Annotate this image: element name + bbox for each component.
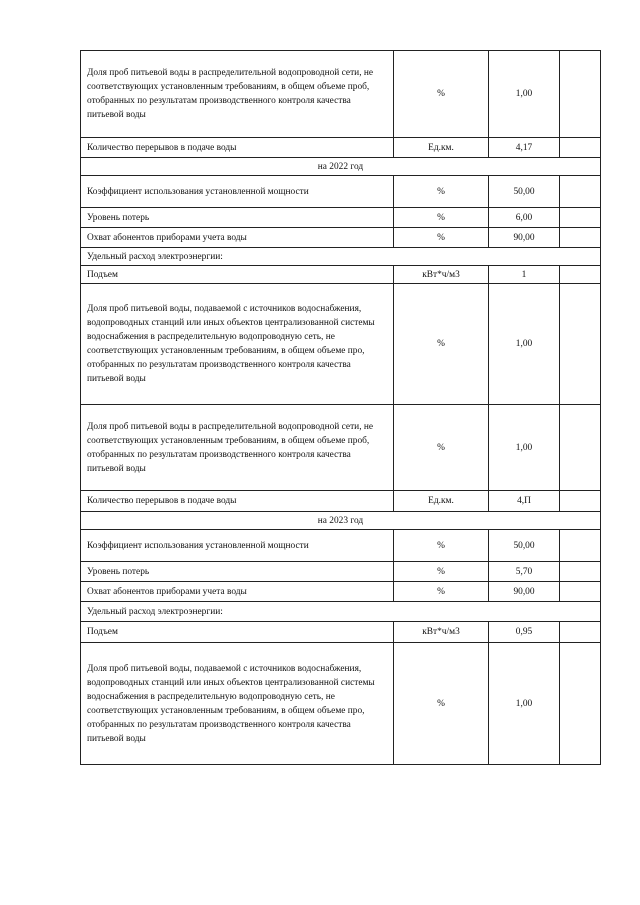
empty-cell (560, 51, 601, 138)
indicator-value: 1,00 (489, 51, 560, 138)
indicator-value: 1,00 (489, 405, 560, 491)
indicator-value: 90,00 (489, 582, 560, 602)
indicator-unit: % (394, 51, 489, 138)
section-row (81, 512, 601, 530)
indicator-value: 50,00 (489, 176, 560, 208)
indicator-name: Охват абонентов приборами учета воды (81, 228, 394, 248)
empty-cell (560, 405, 601, 491)
indicator-name: Количество перерывов в подаче воды (81, 138, 394, 158)
empty-cell (560, 530, 601, 562)
indicator-name: Коэффициент использования установленной мощности (81, 530, 394, 562)
empty-cell (560, 266, 601, 284)
indicator-unit: % (394, 284, 489, 405)
indicator-name: Доля проб питьевой воды в распределительной водопроводной сети, не соответствующих установленным требованиям, в общем объеме проб, отобранных по результатам производственного контроля качества питьевой воды (81, 405, 394, 491)
indicator-unit: % (394, 582, 489, 602)
table-row (81, 643, 601, 765)
table-row (81, 530, 601, 562)
indicator-unit: Ед.км. (394, 491, 489, 512)
table-row (81, 266, 601, 284)
table-row (81, 138, 601, 158)
indicator-value: 0,95 (489, 622, 560, 643)
table-row (81, 405, 601, 491)
empty-cell (560, 622, 601, 643)
indicator-name: Доля проб питьевой воды, подаваемой с источников водоснабжения, водопроводных станций или иных объектов централизованной системы водоснабжения в распределительную водопроводную сеть, не соответствующих установленным требованиям, в общем объеме про, отобранных по результатам производственного контроля качества питьевой воды (81, 643, 394, 765)
indicator-name: Коэффициент использования установленной мощности (81, 176, 394, 208)
table-row (81, 208, 601, 228)
empty-cell (560, 491, 601, 512)
indicator-value: 6,00 (489, 208, 560, 228)
empty-cell (560, 562, 601, 582)
indicator-unit: % (394, 530, 489, 562)
subheader-row (81, 602, 601, 622)
indicator-unit: кВт*ч/м3 (394, 266, 489, 284)
indicator-name: Охват абонентов приборами учета воды (81, 582, 394, 602)
indicator-value: 4,П (489, 491, 560, 512)
indicator-value: 90,00 (489, 228, 560, 248)
table-row (81, 228, 601, 248)
indicators-table (80, 50, 601, 765)
table-row (81, 176, 601, 208)
empty-cell (560, 582, 601, 602)
indicator-unit: % (394, 228, 489, 248)
section-title: на 2022 год (81, 158, 601, 176)
indicator-unit: % (394, 405, 489, 491)
indicator-value: 1,00 (489, 643, 560, 765)
table-row (81, 284, 601, 405)
indicator-unit: % (394, 208, 489, 228)
subheader-row (81, 248, 601, 266)
empty-cell (560, 228, 601, 248)
indicator-unit: Ед.км. (394, 138, 489, 158)
table-row (81, 51, 601, 138)
indicator-value: 50,00 (489, 530, 560, 562)
indicator-name: Подъем (81, 266, 394, 284)
table-row (81, 582, 601, 602)
subheader-title: Удельный расход электроэнергии: (81, 248, 601, 266)
empty-cell (560, 208, 601, 228)
indicator-name: Доля проб питьевой воды, подаваемой с источников водоснабжения, водопроводных станций или иных объектов централизованной системы водоснабжения в распределительную водопроводную сеть, не соответствующих установленным требованиям, в общем объеме про, отобранных по результатам производственного контроля качества питьевой воды (81, 284, 394, 405)
empty-cell (560, 176, 601, 208)
indicator-value: 1,00 (489, 284, 560, 405)
empty-cell (560, 284, 601, 405)
empty-cell (560, 138, 601, 158)
indicator-unit: % (394, 643, 489, 765)
indicator-value: 1 (489, 266, 560, 284)
empty-cell (560, 643, 601, 765)
table-row (81, 491, 601, 512)
indicator-name: Уровень потерь (81, 208, 394, 228)
indicator-unit: % (394, 562, 489, 582)
indicator-value: 5,70 (489, 562, 560, 582)
indicator-name: Уровень потерь (81, 562, 394, 582)
section-row (81, 158, 601, 176)
subheader-title: Удельный расход электроэнергии: (81, 602, 601, 622)
section-title: на 2023 год (81, 512, 601, 530)
indicator-value: 4,17 (489, 138, 560, 158)
indicator-name: Количество перерывов в подаче воды (81, 491, 394, 512)
indicator-unit: % (394, 176, 489, 208)
indicator-name: Подъем (81, 622, 394, 643)
indicator-unit: кВт*ч/м3 (394, 622, 489, 643)
table-row (81, 622, 601, 643)
table-row (81, 562, 601, 582)
indicator-name: Доля проб питьевой воды в распределительной водопроводной сети, не соответствующих установленным требованиям, в общем объеме проб, отобранных по результатам производственного контроля качества питьевой воды (81, 51, 394, 138)
